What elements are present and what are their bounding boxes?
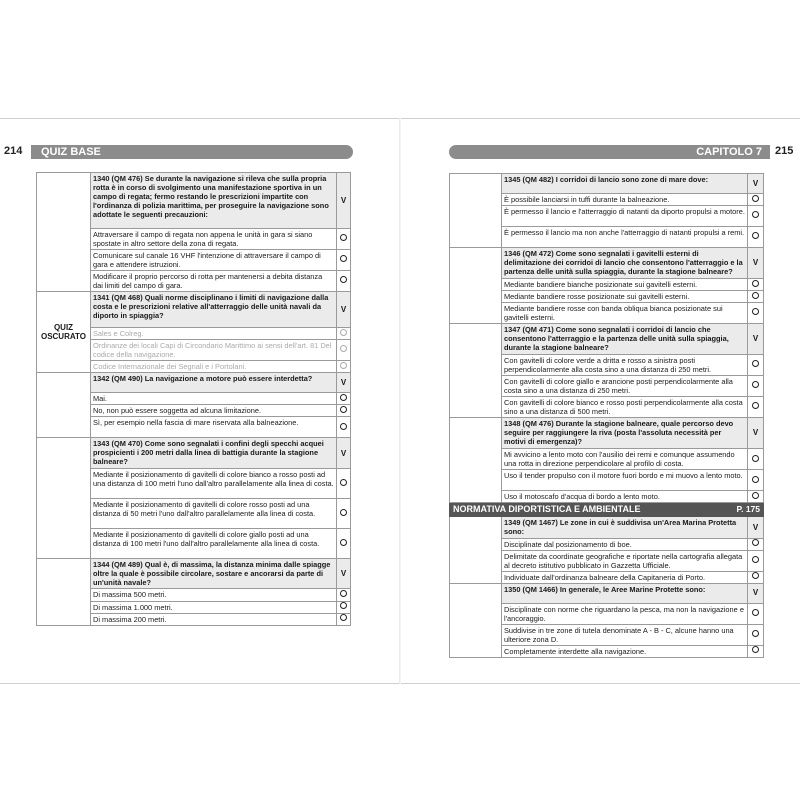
question-row — [450, 517, 764, 538]
section-header — [450, 503, 764, 517]
answer-radio-icon[interactable] — [340, 362, 347, 369]
question-text: 1343 (QM 470) Come sono segnalati i confini degli specchi acquei prospicienti i 200 metri dalla linea di battigia durante la stagione balneare? — [91, 438, 337, 469]
answer-text: Di massima 500 metri. — [91, 589, 337, 601]
answer-radio-icon[interactable] — [752, 360, 759, 367]
question-row — [450, 324, 764, 355]
question-text: 1344 (QM 489) Qual è, di massima, la distanza minima dalle spiagge oltre la quale è possibile circolare, sostare e ancorarsi da parte di un'unità navale? — [91, 559, 337, 589]
answer-radio-icon[interactable] — [752, 476, 759, 483]
answer-text: Mediante bandiere rosse posizionate sui gavitelli esterni. — [502, 291, 748, 303]
answer-text: Mediante il posizionamento di gavitelli di colore bianco a rosso posti ad una distanza di 100 metri l'uno dall'altro parallelamente alla linea di costa. — [91, 469, 337, 499]
section-page-ref: P. 175 — [736, 504, 760, 515]
answer-text: Mediante bandiere bianche posizionate sui gavitelli esterni. — [502, 279, 748, 291]
question-text: 1349 (QM 1467) Le zone in cui è suddivisa un'Area Marina Protetta sono: — [502, 517, 748, 538]
answer-radio-icon[interactable] — [340, 509, 347, 516]
answer-radio-icon[interactable] — [752, 572, 759, 579]
question-row — [37, 438, 351, 469]
answer-text: Con gavitelli di colore giallo e arancione posti perpendicolarmente alla costa sino a una distanza di 250 metri. — [502, 376, 748, 397]
question-row — [37, 173, 351, 229]
answer-text: Mai. — [91, 393, 337, 405]
answer-mark: V — [748, 324, 764, 355]
section-title: NORMATIVA DIPORTISTICA E AMBIENTALE — [453, 504, 641, 515]
question-row — [450, 583, 764, 603]
question-text: 1347 (QM 471) Come sono segnalati i corridoi di lancio che consentono l'atterraggio e la partenza delle unità sulla spiaggia, durante la stagione balneare? — [502, 324, 748, 355]
answer-mark: V — [748, 418, 764, 449]
answer-radio-icon[interactable] — [752, 280, 759, 287]
answer-mark: V — [748, 174, 764, 194]
answer-radio-icon[interactable] — [340, 423, 347, 430]
right-page-number: 215 — [775, 145, 794, 157]
answer-text: Codice Internazionale dei Segnali e i Portolani. — [91, 361, 337, 373]
answer-text: Di massima 1.000 metri. — [91, 601, 337, 613]
answer-radio-icon[interactable] — [752, 211, 759, 218]
answer-text: È possibile lanciarsi in tuffi durante la balneazione. — [502, 194, 748, 206]
answer-mark: V — [337, 438, 351, 469]
answer-radio-icon[interactable] — [340, 602, 347, 609]
question-row — [450, 174, 764, 194]
question-text: 1348 (QM 476) Durante la stagione balneare, quale percorso devo seguire per raggiungere la riva (posta l'assoluta necessità per motivi di emergenza)? — [502, 418, 748, 449]
answer-radio-icon[interactable] — [752, 646, 759, 653]
answer-text: Sì, per esempio nella fascia di mare riservata alla balneazione. — [91, 417, 337, 438]
answer-text: Mediante il posizionamento di gavitelli di colore rosso posti ad una distanza di 50 metri l'uno dall'altro parallelamente alla linea di costa. — [91, 499, 337, 529]
answer-radio-icon[interactable] — [752, 232, 759, 239]
answer-mark: V — [337, 559, 351, 589]
answer-text: Comunicare sul canale 16 VHF l'intenzione di attraversare il campo di gara e attendere istruzioni. — [91, 250, 337, 271]
answer-mark: V — [748, 583, 764, 603]
side-label: QUIZ OSCURATO — [37, 292, 91, 373]
answer-radio-icon[interactable] — [340, 539, 347, 546]
answer-text: Disciplinate dal posizionamento di boe. — [502, 538, 748, 550]
answer-text: È permesso il lancio e l'atterraggio di natanti da diporto propulsi a motore. — [502, 206, 748, 227]
answer-text: Ordinanze dei locali Capi di Circondario Marittimo ai sensi dell'art. 81 Del codice della navigazione. — [91, 340, 337, 361]
answer-radio-icon[interactable] — [752, 308, 759, 315]
question-text: 1342 (QM 490) La navigazione a motore può essere interdetta? — [91, 373, 337, 393]
answer-text: Modificare il proprio percorso di rotta per mantenersi a debita distanza dai limiti del campo di gara. — [91, 271, 337, 292]
question-text: 1350 (QM 1466) In generale, le Aree Marine Protette sono: — [502, 583, 748, 603]
answer-radio-icon[interactable] — [340, 406, 347, 413]
question-text: 1346 (QM 472) Come sono segnalati i gavitelli esterni di delimitazione dei corridoi di lancio che consentono l'atterraggio e la partenza delle unità sulla spiaggia, durante la stagione balneare? — [502, 248, 748, 279]
question-row — [37, 373, 351, 393]
answer-text: Sales e Colreg. — [91, 328, 337, 340]
answer-text: Mi avvicino a lento moto con l'ausilio dei remi e comunque assumendo una rotta in direzione perpendicolare al profilo di costa. — [502, 449, 748, 470]
answer-text: Suddivise in tre zone di tutela denominate A - B - C, alcune hanno una ulteriore zona D. — [502, 624, 748, 645]
answer-mark: V — [337, 373, 351, 393]
question-row — [37, 559, 351, 589]
answer-radio-icon[interactable] — [340, 479, 347, 486]
question-text: 1345 (QM 482) I corridoi di lancio sono zone di mare dove: — [502, 174, 748, 194]
answer-radio-icon[interactable] — [340, 614, 347, 621]
answer-radio-icon[interactable] — [340, 329, 347, 336]
answer-radio-icon[interactable] — [752, 195, 759, 202]
answer-mark: V — [337, 292, 351, 328]
right-page-header: CAPITOLO 7 — [449, 145, 770, 159]
answer-text: No, non può essere soggetta ad alcuna limitazione. — [91, 405, 337, 417]
answer-radio-icon[interactable] — [340, 255, 347, 262]
left-page-number: 214 — [4, 145, 23, 157]
answer-radio-icon[interactable] — [752, 609, 759, 616]
answer-text: Di massima 200 metri. — [91, 613, 337, 625]
answer-text: Completamente interdette alla navigazione. — [502, 645, 748, 657]
answer-radio-icon[interactable] — [752, 455, 759, 462]
answer-radio-icon[interactable] — [752, 402, 759, 409]
question-text: 1340 (QM 476) Se durante la navigazione si rileva che sulla propria rotta è in corso di svolgimento una manifestazione sportiva in un campo di regata; fermo restando le prescrizioni impartite con l'ordinanza di polizia marittima, per proseguire la navigazione sono adottate le seguenti precauzioni: — [91, 173, 337, 229]
answer-text: Mediante bandiere rosse con banda obliqua bianca posizionate sui gavitelli esterni. — [502, 303, 748, 324]
question-row — [450, 418, 764, 449]
answer-radio-icon[interactable] — [340, 394, 347, 401]
answer-mark: V — [748, 248, 764, 279]
answer-text: Delimitate da coordinate geografiche e riportate nella cartografia allegata al decreto istitutivo pubblicato in Gazzetta Ufficiale. — [502, 550, 748, 571]
answer-radio-icon[interactable] — [752, 492, 759, 499]
answer-radio-icon[interactable] — [340, 590, 347, 597]
answer-radio-icon[interactable] — [752, 556, 759, 563]
question-row — [37, 292, 351, 328]
question-text: 1341 (QM 468) Quali norme disciplinano i limiti di navigazione dalla costa e le prescrizioni relative all'atterraggio delle unità navali da diporto in spiaggia? — [91, 292, 337, 328]
left-quiz-table — [36, 172, 351, 626]
answer-radio-icon[interactable] — [340, 234, 347, 241]
question-row — [450, 248, 764, 279]
answer-text: È permesso il lancio ma non anche l'atterraggio di natanti propulsi a remi. — [502, 227, 748, 248]
answer-radio-icon[interactable] — [752, 539, 759, 546]
answer-text: Individuate dall'ordinanza balneare della Capitaneria di Porto. — [502, 571, 748, 583]
right-quiz-table — [449, 173, 764, 658]
side-label-empty — [37, 173, 91, 292]
book-gutter — [399, 118, 401, 684]
left-page-header: QUIZ BASE — [31, 145, 353, 159]
answer-text: Uso il motoscafo d'acqua di bordo a lento moto. — [502, 491, 748, 503]
answer-text: Mediante il posizionamento di gavitelli di colore giallo posti ad una distanza di 100 metri l'uno dall'altro parallelamente alla linea di costa. — [91, 529, 337, 559]
answer-text: Uso il tender propulso con il motore fuori bordo e mi muovo a lento moto. — [502, 470, 748, 491]
answer-mark: V — [337, 173, 351, 229]
answer-mark: V — [748, 517, 764, 538]
answer-radio-icon[interactable] — [340, 276, 347, 283]
answer-radio-icon[interactable] — [340, 345, 347, 352]
answer-radio-icon[interactable] — [752, 292, 759, 299]
answer-text: Disciplinate con norme che riguardano la pesca, ma non la navigazione e l'ancoraggio. — [502, 603, 748, 624]
answer-text: Con gavitelli di colore verde a dritta e rosso a sinistra posti perpendicolarmente alla costa sino a una distanza di 250 metri. — [502, 355, 748, 376]
answer-text: Attraversare il campo di regata non appena le unità in gara si siano spostate in altro settore della zona di regata. — [91, 229, 337, 250]
answer-radio-icon[interactable] — [752, 630, 759, 637]
answer-radio-icon[interactable] — [752, 381, 759, 388]
answer-text: Con gavitelli di colore bianco e rosso posti perpendicolarmente alla costa sino a una distanza di 500 metri. — [502, 397, 748, 418]
